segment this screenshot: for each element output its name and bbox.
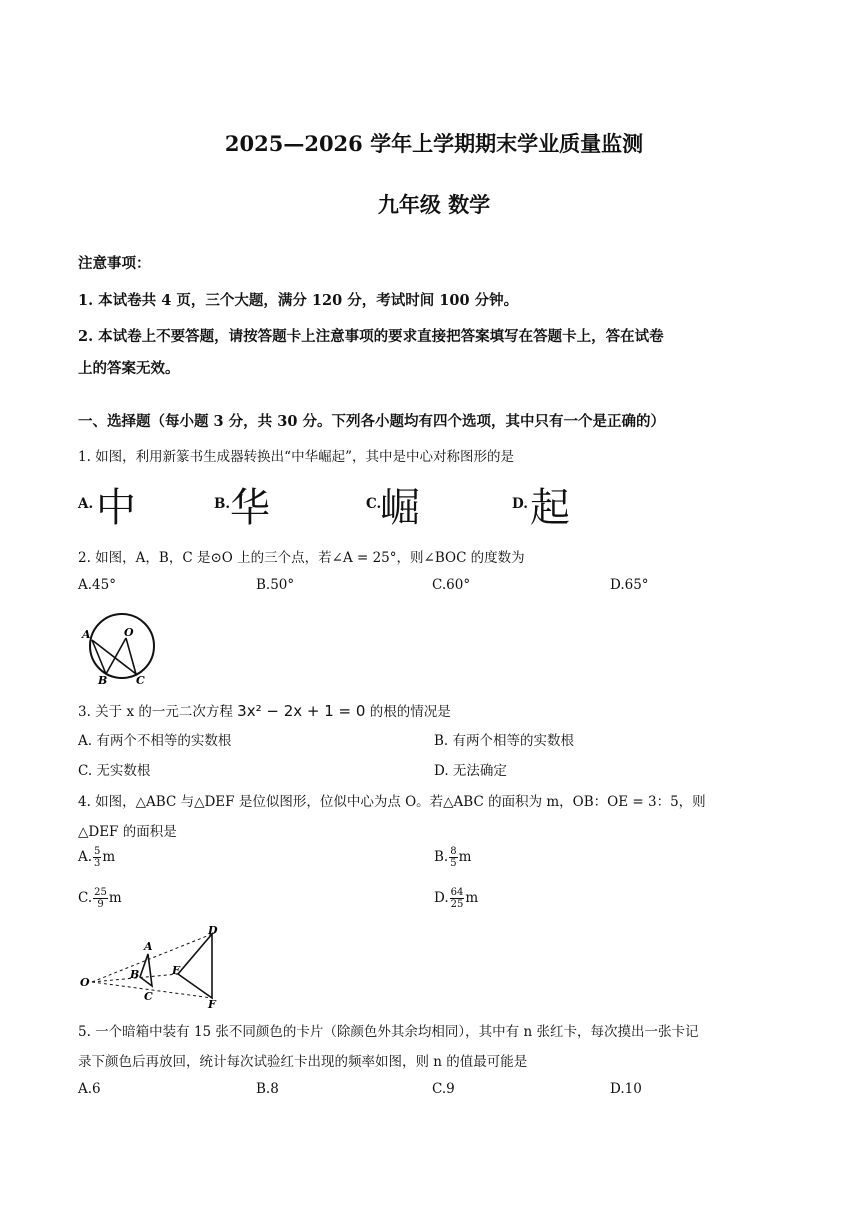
q4-option-d-numerator: 64 bbox=[450, 887, 464, 898]
notice-heading: 注意事项： bbox=[78, 255, 151, 272]
q2-option-c: C.60° bbox=[432, 577, 471, 593]
q3-stem-post: 的根的情况是 bbox=[365, 704, 451, 720]
question-3-stem bbox=[78, 700, 451, 720]
point-b-label: B bbox=[130, 968, 140, 981]
point-o-label: O bbox=[124, 626, 134, 639]
point-a-label: A bbox=[144, 940, 153, 953]
q4-option-b bbox=[434, 846, 471, 869]
question-2-stem: 2. 如图，A，B，C 是⊙O 上的三个点，若∠A = 25°，则∠BOC 的度数为 bbox=[78, 550, 525, 566]
point-a-label: A bbox=[82, 628, 91, 641]
jue-seal-icon: 崛 bbox=[380, 485, 420, 531]
q3-option-d: D. 无法确定 bbox=[434, 763, 507, 779]
exam-subtitle: 九年级 数学 bbox=[377, 192, 491, 217]
q4-option-c-unit: m bbox=[108, 890, 122, 906]
point-c-label: C bbox=[144, 990, 153, 1003]
point-o-label: O bbox=[80, 976, 90, 989]
q3-option-b: B. 有两个相等的实数根 bbox=[434, 733, 575, 749]
q1-option-b-label: B. bbox=[214, 496, 231, 512]
q5-option-d: D.10 bbox=[610, 1081, 642, 1097]
q5-option-b: B.8 bbox=[256, 1081, 279, 1097]
q3-stem-pre: 3. 关于 x 的一元二次方程 bbox=[78, 704, 238, 720]
q1-option-c-label: C. bbox=[366, 496, 382, 512]
q4-option-b-fraction bbox=[449, 846, 457, 869]
question-4-stem-line-1: 4. 如图，△ABC 与△DEF 是位似图形，位似中心为点 O。若△ABC 的面积为 m，OB：OE = 3：5，则 bbox=[78, 794, 706, 810]
q4-option-c-label: C. bbox=[78, 890, 93, 906]
exam-title: 2025—2026 学年上学期期末学业质量监测 bbox=[224, 131, 644, 156]
question-1-stem: 1. 如图，利用新篆书生成器转换出“中华崛起”，其中是中心对称图形的是 bbox=[78, 449, 514, 465]
q4-option-c bbox=[78, 887, 122, 910]
radius-ob bbox=[106, 638, 126, 674]
zhong-seal-icon: 中 bbox=[96, 485, 136, 531]
q4-option-d-label: D. bbox=[434, 890, 449, 906]
question-4-stem-line-2: △DEF 的面积是 bbox=[78, 824, 177, 840]
question-5-stem-line-2: 录下颜色后再放回，统计每次试验红卡出现的频率如图，则 n 的值最可能是 bbox=[78, 1054, 528, 1070]
q5-option-c: C.9 bbox=[432, 1081, 455, 1097]
q4-option-d bbox=[434, 887, 478, 910]
q1-option-d-label: D. bbox=[512, 496, 528, 512]
q5-option-a: A.6 bbox=[78, 1081, 101, 1097]
q4-homothety-figure bbox=[78, 922, 228, 1012]
q4-option-b-label: B. bbox=[434, 849, 449, 865]
point-b-label: B bbox=[98, 674, 108, 686]
point-c-label: C bbox=[136, 674, 145, 686]
question-5-stem-line-1: 5. 一个暗箱中装有 15 张不同颜色的卡片（除颜色外其余均相同），其中有 n 张红卡，每次摸出一张卡记 bbox=[78, 1024, 699, 1040]
q3-option-c: C. 无实数根 bbox=[78, 763, 151, 779]
q2-option-d: D.65° bbox=[610, 577, 649, 593]
hua-seal-icon: 华 bbox=[230, 485, 270, 531]
q4-option-a-label: A. bbox=[78, 849, 93, 865]
q4-option-d-fraction bbox=[450, 887, 465, 910]
point-e-label: E bbox=[172, 964, 181, 977]
q1-option-a-label: A. bbox=[78, 496, 94, 512]
q4-option-a-denominator: 3 bbox=[94, 858, 101, 869]
radius-oc bbox=[126, 638, 136, 674]
q2-option-a: A.45° bbox=[78, 577, 116, 593]
q4-option-a-fraction bbox=[93, 846, 101, 869]
q4-option-c-fraction bbox=[93, 887, 108, 910]
question-1-options bbox=[78, 476, 598, 534]
notice-item-1: 1. 本试卷共 4 页，三个大题，满分 120 分，考试时间 100 分钟。 bbox=[78, 292, 519, 309]
q3-equation: 3x² − 2x + 1 = 0 bbox=[237, 702, 366, 720]
notice-item-2-line-1: 2. 本试卷上不要答题，请按答题卡上注意事项的要求直接把答案填写在答题卡上，答在试卷 bbox=[78, 328, 664, 345]
q4-option-a-numerator: 5 bbox=[94, 846, 101, 857]
notice-item-2-line-2: 上的答案无效。 bbox=[78, 360, 180, 377]
q4-option-c-denominator: 9 bbox=[97, 899, 104, 910]
q4-option-b-unit: m bbox=[458, 849, 472, 865]
q4-option-d-unit: m bbox=[465, 890, 479, 906]
point-d-label: D bbox=[208, 924, 218, 937]
q4-option-d-denominator: 25 bbox=[450, 899, 464, 910]
q4-option-b-numerator: 8 bbox=[450, 846, 457, 857]
q4-option-a bbox=[78, 846, 115, 869]
q4-option-c-numerator: 25 bbox=[94, 887, 107, 898]
q2-option-b: B.50° bbox=[256, 577, 295, 593]
q2-circle-figure bbox=[78, 610, 168, 686]
q4-option-a-unit: m bbox=[102, 849, 116, 865]
q3-option-a: A. 有两个不相等的实数根 bbox=[78, 733, 232, 749]
qi-seal-icon: 起 bbox=[530, 485, 570, 531]
point-f-label: F bbox=[208, 998, 216, 1011]
q4-option-b-denominator: 5 bbox=[450, 858, 457, 869]
triangle-def bbox=[178, 934, 212, 998]
section-1-heading: 一、选择题（每小题 3 分，共 30 分。下列各小题均有四个选项，其中只有一个是正确的） bbox=[78, 413, 665, 430]
